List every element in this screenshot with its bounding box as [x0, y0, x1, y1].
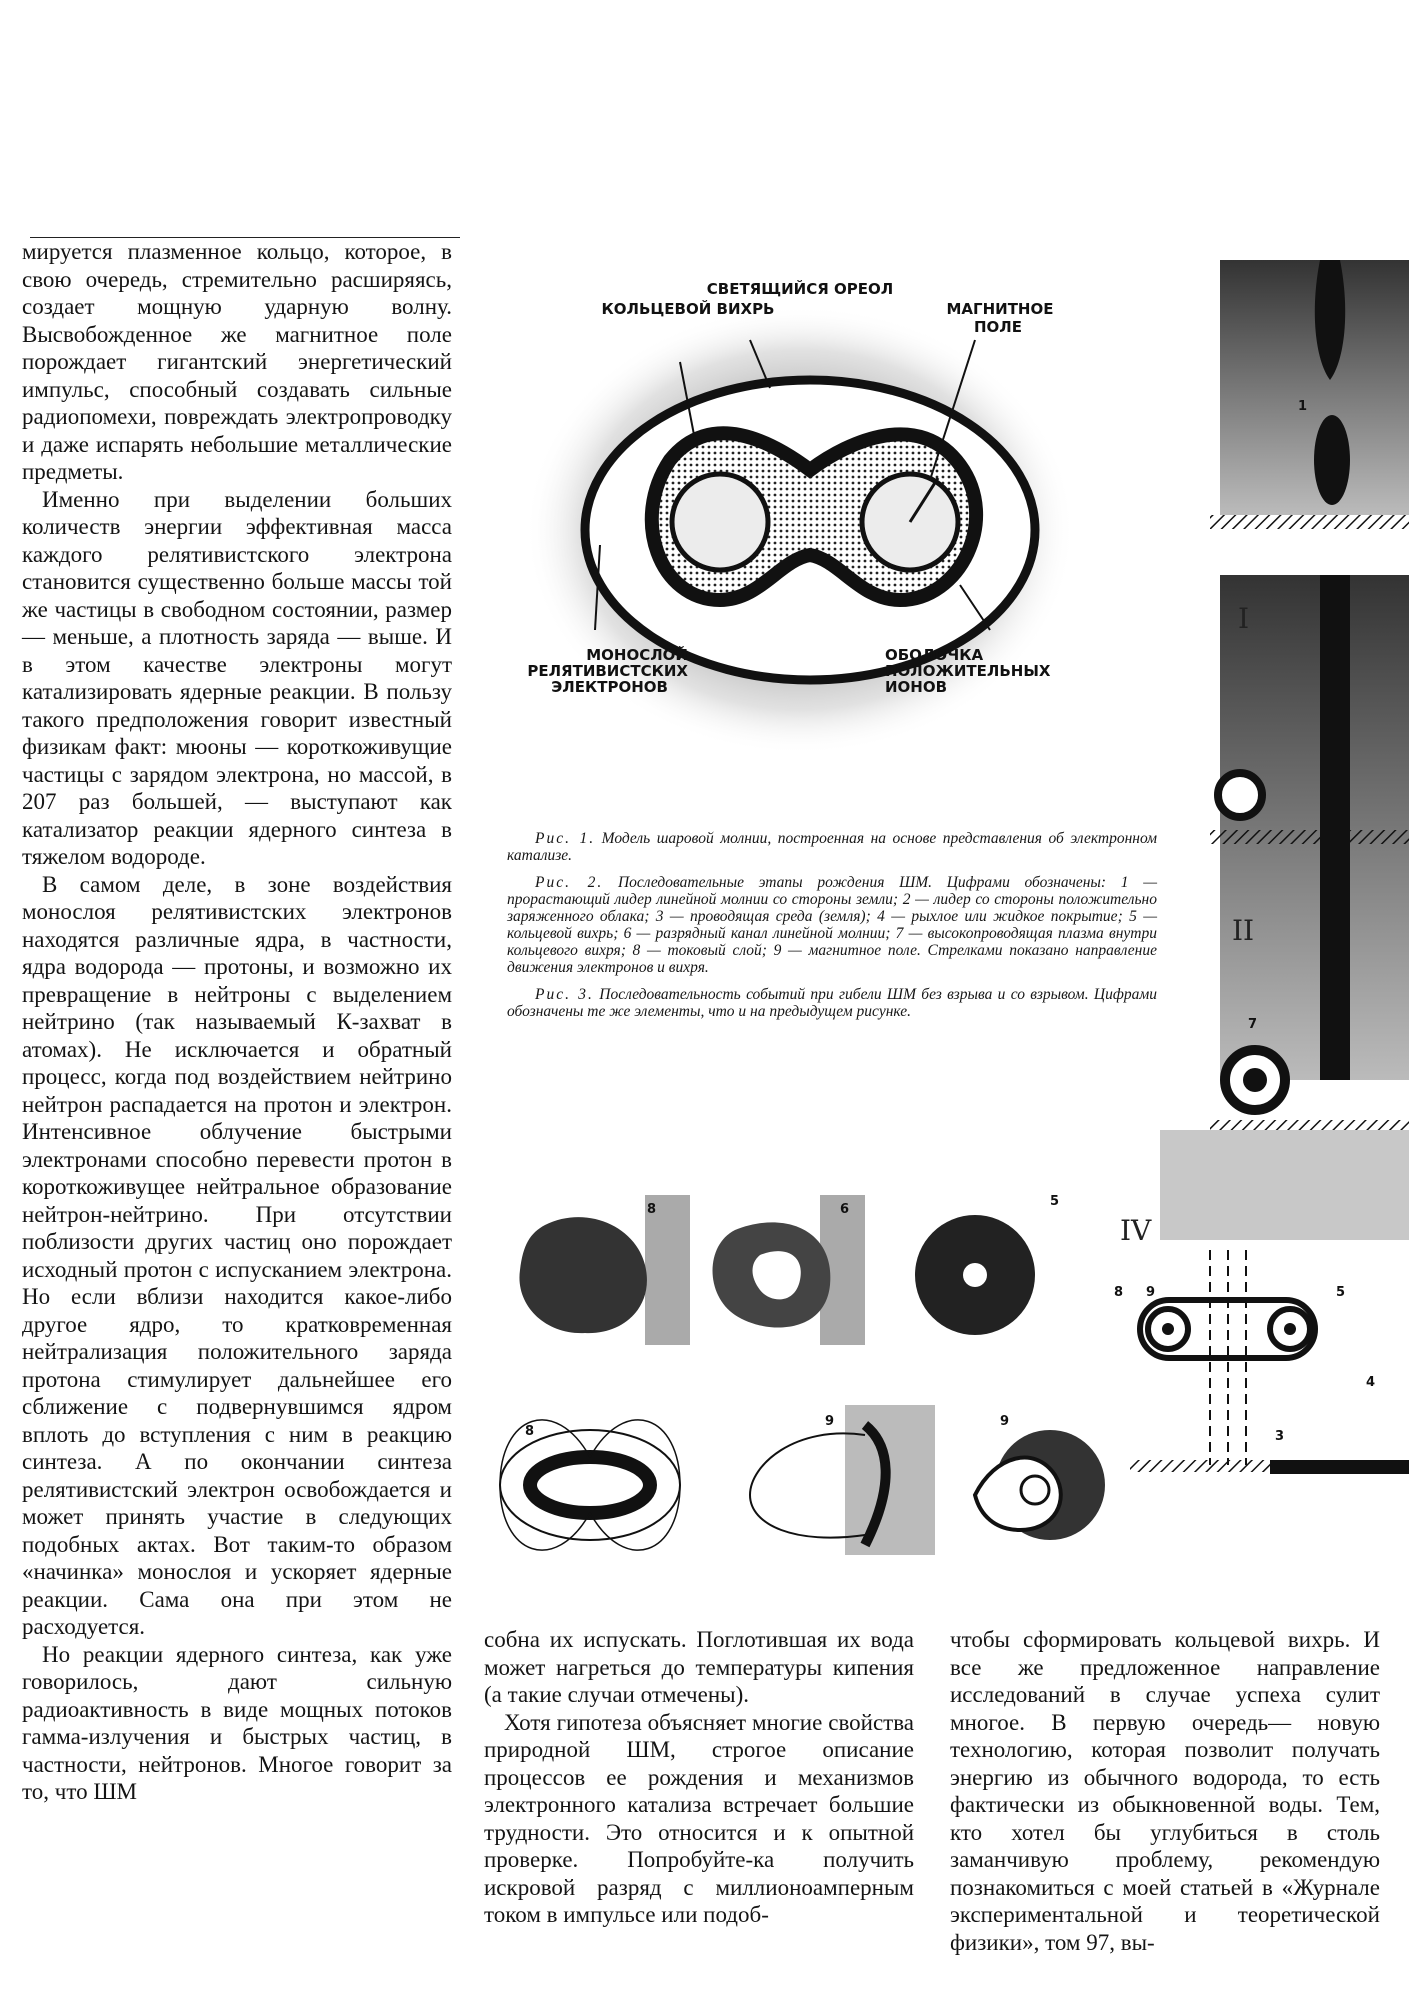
label-halo: СВЕТЯЩИЙСЯ ОРЕОЛ	[706, 280, 894, 298]
paragraph: Но реакции ядерного синтеза, как уже говорилось, дают сильную радиоактивность в виде мощных потоков гамма-излучения и быстрых частиц, в частности, нейтронов. Многое говорит за то, что ШМ	[22, 1641, 452, 1804]
element-number: 8	[525, 1424, 535, 1439]
paragraph: Хотя гипотеза объясняет многие свойства природной ШМ, строгое описание процессов ее рождения и механизмов электронного катализа встречает большие трудности. Это относится и к опытной проверке. Попробуйте-ка получить искровой разряд с миллионоамперным током в импульсе или подоб-	[484, 1709, 914, 1927]
stage-number: 3	[1275, 1429, 1285, 1444]
stage-number: 8	[1114, 1285, 1124, 1300]
label-ion-shell-3: ИОНОВ	[885, 678, 948, 696]
stage-ii-panel	[1220, 575, 1409, 1080]
caption-fig-1: Рис. 1. Модель шаровой молнии, построенная на основе представления об электронном катализе.	[507, 830, 1157, 864]
text-column-right	[950, 1626, 1380, 1956]
paragraph: собна их испускать. Поглотившая их вода может нагреться до температуры кипения (а такие случаи отмечены).	[484, 1627, 914, 1707]
stage-number: 1	[1298, 399, 1308, 414]
element-number: 6	[840, 1202, 850, 1217]
stage-i-panel	[1220, 260, 1409, 515]
label-ring-vortex: КОЛЬЦЕВОЙ ВИХРЬ	[601, 300, 775, 318]
caption-fig-2: Рис. 2. Последовательные этапы рождения ШМ. Цифрами обозначены: 1 — прорастающий лидер линейной молнии со стороны земли; 2 — лидер со стороны положительно заряженного облака; 3 — проводящая среда (земля); 4 — рыхлое или жидкое покрытие; 5 — кольцевой вихрь; 6 — разрядный канал линейной молнии; 7 — высокопроводящая плазма внутри кольцевого вихря; 8 — токовый слой; 9 — магнитное поле. Стрелками показано направление движения электронов и вихря.	[507, 874, 1157, 976]
label-monolayer: МОНОСЛОЙ	[586, 646, 688, 664]
text-column-middle	[484, 1626, 914, 1929]
fireball-blob	[519, 1217, 646, 1333]
stage-number: 4	[1366, 1375, 1376, 1390]
figure-2-birth-stages	[1114, 250, 1409, 1630]
label-magnetic-field: МАГНИТНОЕ	[946, 300, 1054, 318]
element-number: 5	[1050, 1194, 1060, 1209]
stage-iv-panel	[1160, 1130, 1409, 1240]
figure-3-death-sequence	[495, 1185, 1135, 1605]
caption-fig-3: Рис. 3. Последовательность событий при гибели ШМ без взрыва и со взрывом. Цифрами обозначены те же элементы, что и на предыдущем рисунке.	[507, 986, 1157, 1020]
label-monolayer-3: ЭЛЕКТРОНОВ	[551, 678, 668, 696]
stage-label-ii: I	[1238, 602, 1250, 635]
label-magnetic-field-2: ПОЛЕ	[973, 318, 1023, 336]
stage-number: 7	[1248, 1017, 1258, 1032]
paragraph: В самом деле, в зоне воздействия монослоя релятивистских электронов находятся различные ядра, в частности, ядра водорода — протоны, и возможно их превращение в нейтроны с выделением нейтрино (так называемый К-захват в атомах). Не исключается и обратный процесс, когда под воздействием нейтрино нейтрон распадается на протон и электрон. Интенсивное облучение быстрыми электронами способно перевести протон в короткоживущее нейтральное образование нейтрон-нейтрино. При отсутствии поблизости других частиц оно порождает исходный протон с испусканием электрона. Но если вблизи находится какое-либо другое ядро, то кратковременная нейтрализация положительного заряда протона стимулирует дальнейшее его сближение с подвернувшимся ядром вплоть до вступления с ним в реакцию синтеза. А по окончании синтеза релятивистский электрон освобождается и может принять участие в следующих подобных актах. Вот таким-то образом «начинка» монослоя и ускоряет ядерные реакции. Сама она при этом не расходуется.	[22, 871, 452, 1639]
stage-number: 9	[1146, 1285, 1156, 1300]
label-ion-shell: ОБОЛОЧКА	[885, 646, 984, 664]
paragraph: чтобы сформировать кольцевой вихрь. И все же предложенное направление исследований в случае успеха сулит многое. В первую очередь— новую технологию, которая позволит получать энергию из обычного водорода, то есть фактически из обыкновенной воды. Тем, кто хотел бы углубиться в столь заманчивую проблему, рекомендую познакомиться с моей статьей в «Журнале экспериментальной и теоретической физики», том 97, вы-	[950, 1627, 1380, 1955]
figure-1-ball-lightning-model	[520, 280, 1080, 770]
label-ion-shell-2: ПОЛОЖИТЕЛЬНЫХ	[885, 662, 1051, 680]
vortex-core-left	[672, 474, 768, 570]
element-number: 8	[647, 1202, 657, 1217]
stage-label-iii: II	[1232, 914, 1255, 947]
element-number: 9	[825, 1414, 835, 1429]
stage-number: 5	[1336, 1285, 1346, 1300]
paragraph: Именно при выделении больших количеств энергии эффективная масса каждого релятивистского электрона становится существенно больше массы той же частицы в свободном состоянии, размер — меньше, а плотность заряда — выше. И в этом качестве электроны могут катализировать ядерные реакции. В пользу такого предположения говорит известный физикам факт: мюоны — короткоживущие частицы с зарядом электрона, но массой, в 207 раз большей, — выступают как катализатор реакции ядерного синтеза в тяжелом водороде.	[22, 486, 452, 869]
paragraph: мируется плазменное кольцо, которое, в свою очередь, стремительно расширяясь, создает мощную ударную волну. Высвобожденное же магнитное поле порождает гигантский энергетический импульс, способный создавать сильные радиопомехи, повреждать электропроводку и даже испарять небольшие металлические предметы.	[22, 239, 452, 484]
label-monolayer-2: РЕЛЯТИВИСТСКИХ	[527, 662, 688, 680]
figure-captions	[507, 830, 1157, 1030]
element-number: 9	[1000, 1414, 1010, 1429]
text-column-left	[22, 238, 452, 1806]
stage-label-iv: IV	[1120, 1214, 1152, 1247]
